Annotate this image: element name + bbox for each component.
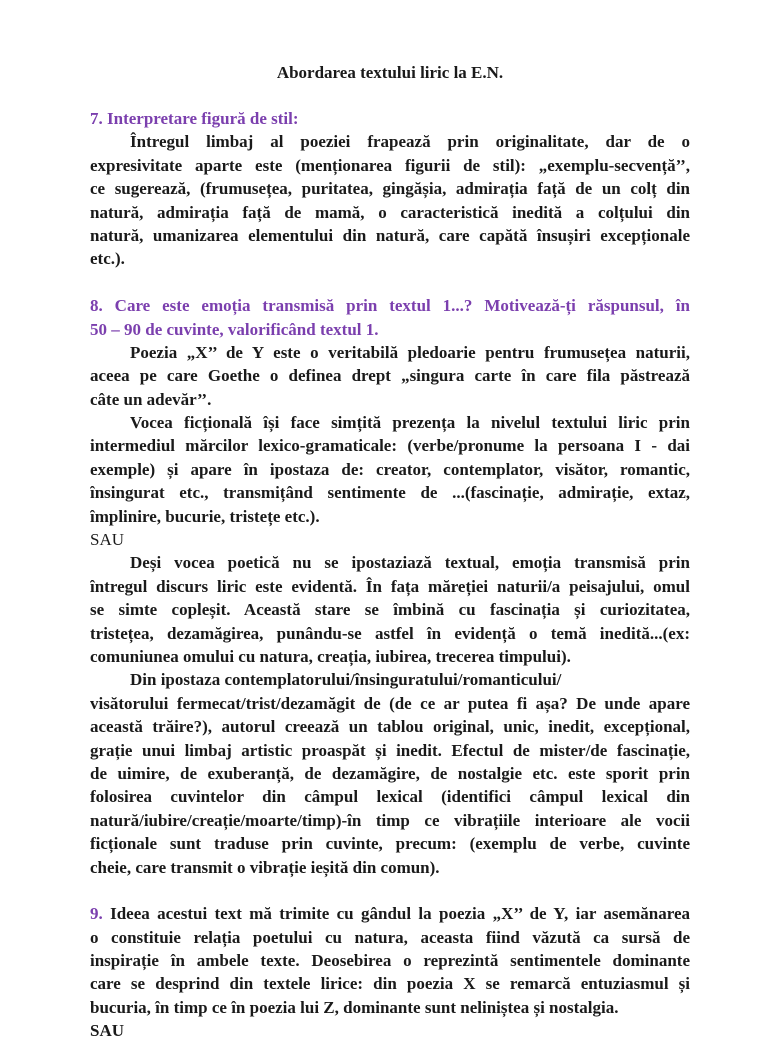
spacer: [90, 879, 690, 902]
section-8-paragraph-2-line: împlinire, bucurie, tristețe etc.).: [90, 506, 320, 526]
section-8-paragraph-3-line: se simte copleșit. Această stare se îmbină cu fascinația și curiozitatea,: [90, 600, 690, 620]
section-7-line: Întregul limbaj al poeziei frapează prin originalitate, dar de o: [130, 132, 690, 152]
section-8-paragraph-3-line: tristețea, dezamăgirea, punându-se astfel în evidență o temă inedită...(ex:: [90, 623, 690, 643]
section-8-paragraph-2-line: exemple) și apare în ipostaza de: creator, contemplator, visător, romantic,: [90, 459, 690, 479]
section-9-first-line: [90, 902, 690, 925]
section-7-line: natură, umanizarea elementului din natură, care capătă însușiri excepționale: [90, 225, 690, 245]
section-7-line: ce sugerează, (frumusețea, puritatea, gingășia, admirația față de un colț din: [90, 179, 690, 199]
section-8-paragraph-4-line: folosirea cuvintelor din câmpul lexical (identifici câmpul lexical din: [90, 787, 690, 807]
section-8-paragraph-3-line: întregul discurs liric este evidentă. În fața măreției naturii/a peisajului, omul: [90, 576, 690, 596]
section-9-line: bucuria, în timp ce în poezia lui Z, dominante sunt neliniștea și nostalgia.: [90, 997, 619, 1017]
section-8-paragraph-4-line: de uimire, de exuberanță, de dezamăgire, de nostalgie etc. este sporit prin: [90, 763, 690, 783]
section-8-paragraph-2-line: intermediul mărcilor lexico-gramaticale: (verbe/pronume la persoana I - dai: [90, 436, 690, 456]
section-8-paragraph-1-line: aceea pe care Goethe o definea drept „singura carte în care fila păstrează: [90, 366, 690, 386]
section-8-paragraph-4-line: natură/iubire/creație/moarte/timp)-în timp ce vibrațiile interioare ale vocii: [90, 810, 690, 830]
section-8-paragraph-3-line: Deși vocea poetică nu se ipostaziază textual, emoția transmisă prin: [130, 553, 690, 573]
section-9-line: care se desprind din textele lirice: din poezia X se remarcă entuziasmul și: [90, 974, 690, 994]
sau-label: SAU: [90, 530, 125, 550]
section-8-paragraph-1-line: câte un adevăr’’.: [90, 389, 212, 409]
section-8-heading: 8. Care este emoția transmisă prin textul 1...? Motivează-ți răspunsul, în: [90, 296, 690, 316]
section-9-first-line-text: Ideea acestui text mă trimite cu gândul la poezia „X’’ de Y, iar asemănarea: [102, 904, 690, 924]
section-7-line: expresivitate aparte este (menționarea figurii de stil): „exemplu-secvență’’,: [90, 155, 690, 175]
page-title: Abordarea textului liric la E.N.: [276, 63, 504, 82]
section-8-paragraph-1-line: Poezia „X’’ de Y este o veritabilă pledoarie pentru frumusețea naturii,: [130, 342, 690, 362]
section-8-paragraph-4-line: visătorului fermecat/trist/dezamăgit de (de ce ar putea fi așa? De unde apare: [90, 693, 690, 713]
section-8-paragraph-4-line: această trăire?), autorul creează un tablou original, unic, inedit, excepțional,: [90, 717, 690, 737]
sau-label: SAU: [90, 1021, 125, 1041]
section-9-line: o constituie relația poetului cu natura, aceasta fiind văzută ca sursă de: [90, 927, 690, 947]
document-page: [90, 62, 690, 1043]
section-8-paragraph-4-line: cheie, care transmit o vibrație ieșită din comun).: [90, 857, 440, 877]
section-8-heading: 50 – 90 de cuvinte, valorificând textul 1.: [90, 319, 379, 339]
section-7-heading: 7. Interpretare figură de stil:: [90, 109, 299, 128]
section-8-paragraph-4-line: Din ipostaza contemplatorului/însinguratului/romanticului/: [130, 670, 562, 690]
section-9-line: inspirație în ambele texte. Deosebirea o reprezintă sentimentele dominante: [90, 951, 690, 971]
spacer: [90, 271, 690, 294]
section-8-paragraph-4-line: ficționale sunt traduse prin cuvinte, precum: (exemplu de verbe, cuvinte: [90, 834, 690, 854]
section-7-line: natură, admirația față de mamă, o caracteristică inedită a colțului din: [90, 202, 690, 222]
section-8-paragraph-2-line: însingurat etc., transmițând sentimente de ...(fascinație, admirație, extaz,: [90, 483, 690, 503]
section-9-number: 9.: [90, 904, 103, 924]
section-8-paragraph-4-line: grație unui limbaj artistic proaspăt și inedit. Efectul de mister/de fascinație,: [90, 740, 690, 760]
section-7-line: etc.).: [90, 249, 125, 269]
section-8-paragraph-2-line: Vocea ficțională își face simțită prezența la nivelul textului liric prin: [130, 413, 690, 433]
section-8-paragraph-3-line: comuniunea omului cu natura, creația, iubirea, trecerea timpului).: [90, 646, 571, 666]
